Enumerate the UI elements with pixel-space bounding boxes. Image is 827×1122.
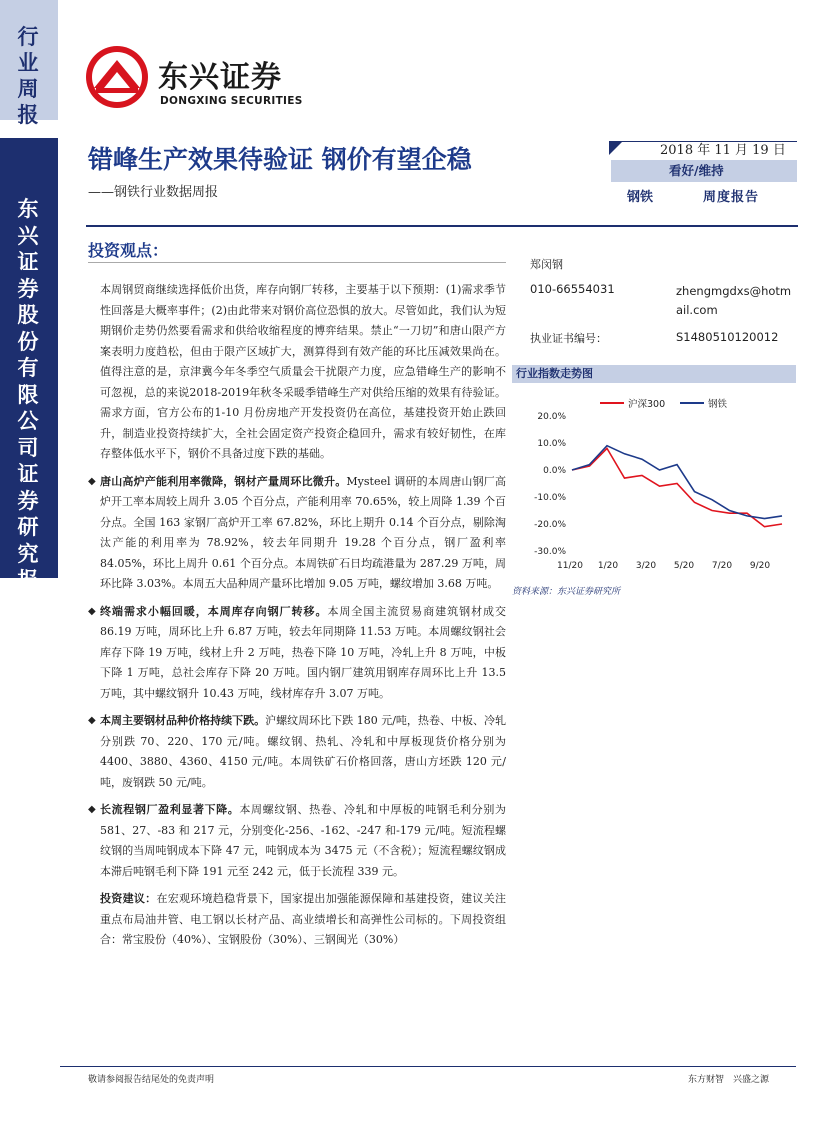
- bullet-production: ◆ 唐山高炉产能利用率微降，钢材产量周环比微升。Mysteel 调研的本周唐山钢厂高炉开工率本周较上周升 3.05 个百分点，产能利用率 70.65%，较上周降 1.39 个百分点。全国 163 家钢厂高炉开工率 67.82%，环比上期升 0.14 个百分点，剔除淘汰产能的利用率为 78.92%，较去年同期升 19.28 个百分点，钢厂盈利率 84.05%，环比上周升 0.61 个百分点。本周铁矿石日均疏港量为 287.29 万吨，周环比降 3.03%。本周五大品种周产量环比增加 9.05 万吨，螺纹增加 3.68 万吨。: [100, 472, 506, 595]
- bullet-diamond-icon: ◆: [88, 715, 96, 726]
- series-line-1: [572, 446, 782, 519]
- company-research-label: 东兴证券股份有限公司证券研究报告: [17, 197, 39, 619]
- date-corner-mark: [609, 141, 623, 155]
- x-tick-label: 7/20: [711, 561, 733, 571]
- chart-heading: 行业指数走势图: [512, 365, 796, 383]
- y-tick-label: -10.0%: [534, 493, 566, 503]
- legend-label: 钢铁: [708, 399, 728, 410]
- y-tick-label: 10.0%: [537, 439, 566, 449]
- report-subtitle: ——钢铁行业数据周报: [88, 185, 219, 200]
- bullet-profit: ◆ 长流程钢厂盈利显著下降。本周螺纹钢、热卷、冷轧和中厚板的吨钢毛利分别为 581、27、-83 和 217 元，分别变化-256、-162、-247 和-179 元/吨。短流程螺纹钢的当周吨钢成本下降 47 元，吨钢成本为 3475 元（不含税）；短流程螺纹钢成本滞后吨钢毛利下降 191 元至 242 元，低于长流程 339 元。: [100, 800, 506, 882]
- y-tick-label: 0.0%: [543, 466, 566, 476]
- bullet-diamond-icon: ◆: [88, 475, 96, 487]
- x-tick-label: 1/20: [597, 561, 619, 571]
- chart-source: 资料来源：东兴证券研究所: [512, 587, 621, 597]
- x-tick-label: 9/20: [749, 561, 771, 571]
- dongxing-logo-icon: [84, 44, 150, 110]
- report-type-label: 周度报告: [703, 190, 760, 205]
- bullet-price: ◆ 本周主要钢材品种价格持续下跌。沪螺纹周环比下跌 180 元/吨，热卷、中板、冷轧分别跌 70、220、170 元/吨。螺纹钢、热轧、冷轧和中厚板现货价格分别为 4400、3880、4360、4150 元/吨。本周铁矿石价格回落，唐山方坯跌 120 元/吨，废钢跌 50 元/吨。: [100, 711, 506, 793]
- bullet-diamond-icon: ◆: [88, 605, 96, 617]
- intro-paragraph: 本周钢贸商继续选择低价出货，库存向钢厂转移，主要基于以下预期：(1)需求季节性回落是大概率事件；(2)由此带来对钢价高位恐惧的放大。尽管如此，我们认为短期钢价走势仍然要看需求和供给收缩程度的博弈结果。禁止“一刀切”和唐山限产方案表明力度趋松，但由于限产区域扩大，测算得到有效产能的环比压减效果尚在。值得注意的是，京津冀今年冬季空气质量会干扰限产力度，应急错峰生产的影响不可忽视，总的来说2018-2019年秋冬采暖季错峰生产对供给压缩的效果有待验证。需求方面，官方公布的1-10 月份房地产开发投资仍在高位，基建投资开始止跌回升，制造业投资持续扩大，全社会固定资产投资企稳回升，需求有较好韧性，在库存整体低水平下，钢价不具备过度下跌的基础。: [100, 283, 506, 460]
- section-heading: 投资观点：: [88, 241, 169, 260]
- series-line-0: [572, 448, 782, 526]
- bullet-diamond-icon: ◆: [88, 804, 96, 815]
- x-tick-label: 3/20: [635, 561, 657, 571]
- investment-advice: 投资建议：在宏观环境趋稳背景下，国家提出加强能源保障和基建投资，建议关注重点布局油井管、电工钢以长材产品、高业绩增长和高弹性公司标的。下周投资组合：常宝股份（40%）、宝钢股份（30%）、三钢闽光（30%）: [100, 892, 507, 946]
- x-tick-label: 5/20: [673, 561, 695, 571]
- sector-label: 钢铁: [627, 190, 654, 205]
- footer-slogan: 东方财智 兴盛之源: [688, 1075, 770, 1085]
- footer-disclaimer: 敬请参阅报告结尾处的免责声明: [88, 1075, 215, 1085]
- brand-name-en: DONGXING SECURITIES: [160, 95, 303, 107]
- analyst-email: zhengmgdxs@hotmail.com: [676, 284, 792, 317]
- report-date: 2018 年 11 月 19 日: [660, 143, 786, 158]
- section-rule: [88, 262, 506, 263]
- cert-number: S1480510120012: [676, 330, 779, 344]
- report-title: 错峰生产效果待验证 钢价有望企稳: [88, 145, 472, 174]
- footer-rule: [60, 1066, 796, 1067]
- report-body: [88, 280, 507, 951]
- cert-label: 执业证书编号：: [530, 332, 607, 345]
- y-tick-label: -20.0%: [534, 520, 566, 530]
- header-rule: [86, 225, 798, 227]
- rating-badge: 看好/维持: [611, 160, 797, 182]
- analyst-name: 郑闵钢: [530, 258, 563, 271]
- y-tick-label: -30.0%: [534, 547, 566, 557]
- legend-label: 沪深300: [628, 399, 666, 410]
- index-trend-chart: [512, 390, 796, 580]
- y-tick-label: 20.0%: [537, 412, 566, 422]
- analyst-phone: 010-66554031: [530, 282, 615, 296]
- brand-name-cn: 东兴证券: [158, 60, 282, 95]
- x-tick-label: 11/20: [557, 561, 583, 571]
- report-category-label: 行业周报: [17, 25, 39, 127]
- bullet-demand: ◆ 终端需求小幅回暖，本周库存向钢厂转移。本周全国主流贸易商建筑钢材成交 86.19 万吨，周环比上升 6.87 万吨，较去年同期降 11.53 万吨。本周螺纹钢社会库存下降 19 万吨，线材上升 2 万吨，热卷下降 10 万吨，冷轧上升 8 万吨，中板下降 1 万吨，总社会库存下降 20 万吨。国内钢厂建筑用钢库存周环比上升 13.5 万吨，其中螺纹钢升 10.43 万吨，线材库存升 3.07 万吨。: [100, 602, 506, 705]
